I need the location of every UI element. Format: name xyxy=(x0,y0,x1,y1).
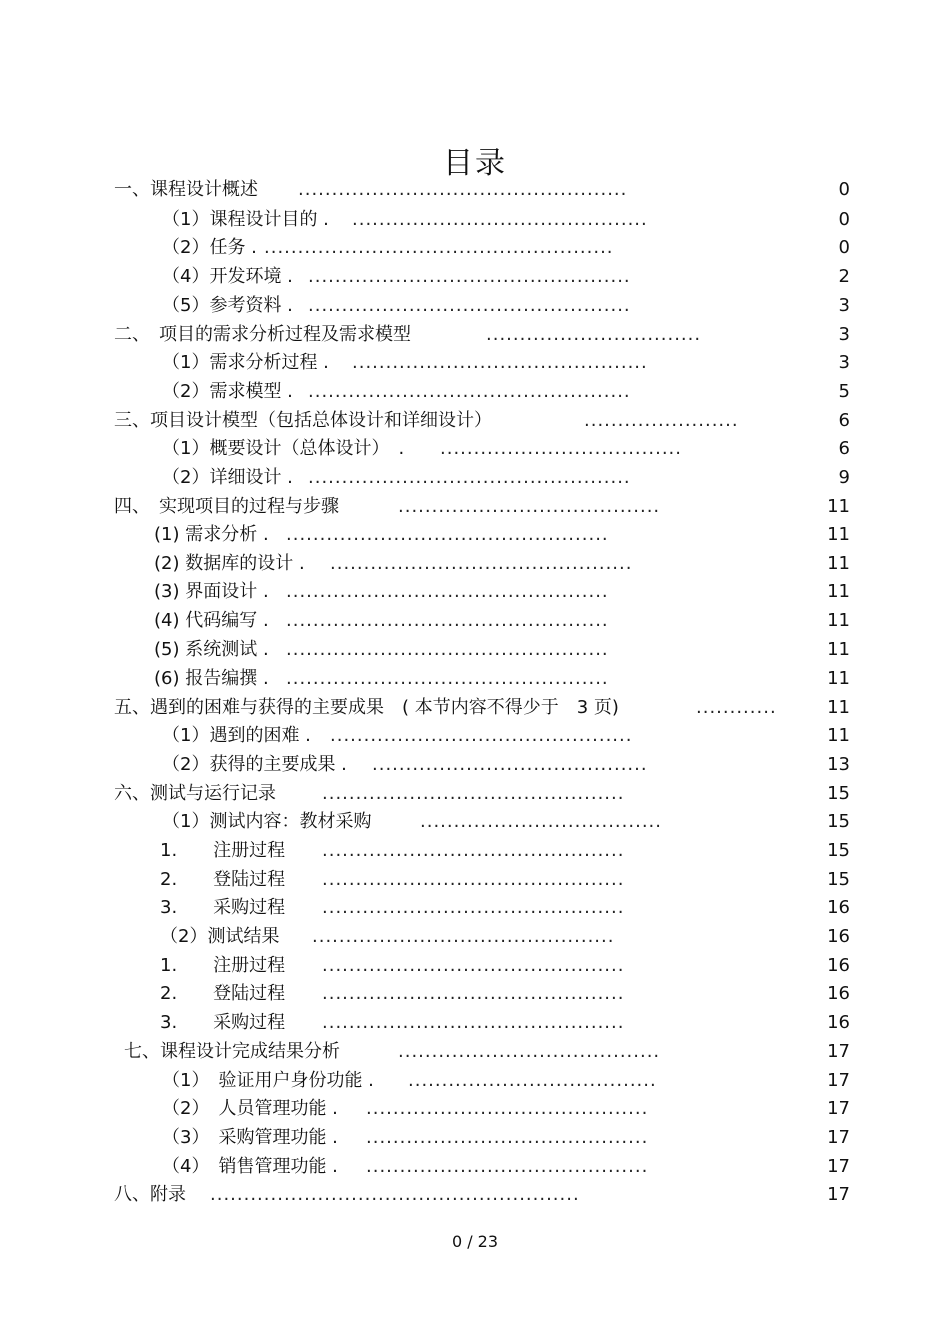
toc-entry-label: （2）需求模型 . xyxy=(162,381,293,402)
toc-dot-leader: ......................................... xyxy=(372,754,648,775)
toc-entry[interactable] xyxy=(0,894,950,922)
toc-entry-label: （2） 人员管理功能 . xyxy=(162,1098,338,1119)
toc-page-number: 2 xyxy=(838,266,850,287)
toc-entry[interactable] xyxy=(0,980,950,1008)
toc-entry[interactable] xyxy=(0,321,950,349)
toc-page-number: 11 xyxy=(827,668,850,689)
toc-page-number: 0 xyxy=(838,237,850,258)
toc-entry[interactable] xyxy=(0,1124,950,1152)
toc-dot-leader: ................................................ xyxy=(286,639,609,660)
toc-dot-leader: ............................................. xyxy=(322,897,625,918)
toc-entry-label: （3） 采购管理功能 . xyxy=(162,1127,338,1148)
toc-entry-label: 3. 采购过程 xyxy=(160,1012,286,1033)
toc-entry[interactable] xyxy=(0,607,950,635)
toc-dot-leader: ............................................. xyxy=(322,869,625,890)
toc-page-number: 11 xyxy=(827,524,850,545)
toc-entry[interactable] xyxy=(0,1038,950,1066)
toc-dot-leader: ................................................. xyxy=(298,179,628,200)
toc-dot-leader: ................................................ xyxy=(308,266,631,287)
toc-entry[interactable] xyxy=(0,349,950,377)
toc-page-number: 13 xyxy=(827,754,850,775)
toc-dot-leader: .................................................... xyxy=(264,237,614,258)
toc-dot-leader: ....................................... xyxy=(398,496,661,517)
toc-dot-leader: ................................................ xyxy=(308,381,631,402)
toc-page-number: 3 xyxy=(838,324,850,345)
toc-page-number: 17 xyxy=(827,1184,850,1205)
toc-entry[interactable] xyxy=(0,292,950,320)
toc-dot-leader: ..................................... xyxy=(408,1070,657,1091)
toc-page-number: 17 xyxy=(827,1098,850,1119)
toc-page-number: 15 xyxy=(827,811,850,832)
toc-dot-leader: ....................................................... xyxy=(210,1184,580,1205)
toc-entry[interactable] xyxy=(0,866,950,894)
toc-entry-label: (4) 代码编写 . xyxy=(154,610,269,631)
toc-entry-label: (6) 报告编撰 . xyxy=(154,668,269,689)
toc-dot-leader: ................................ xyxy=(486,324,702,345)
toc-page-number: 16 xyxy=(827,897,850,918)
toc-page-number: 17 xyxy=(827,1127,850,1148)
toc-page-number: 3 xyxy=(838,295,850,316)
toc-entry[interactable] xyxy=(0,1153,950,1181)
toc-dot-leader: ............ xyxy=(696,697,777,718)
toc-entry[interactable] xyxy=(0,923,950,951)
toc-dot-leader: .................................... xyxy=(420,811,662,832)
toc-page-number: 11 xyxy=(827,496,850,517)
toc-entry-label: (2) 数据库的设计 . xyxy=(154,553,305,574)
toc-entry-label: 3. 采购过程 xyxy=(160,897,286,918)
toc-dot-leader: ............................................. xyxy=(322,840,625,861)
toc-page-number: 16 xyxy=(827,1012,850,1033)
toc-dot-leader: ............................................. xyxy=(322,783,625,804)
toc-entry-label: （1） 验证用户身份功能 . xyxy=(162,1070,374,1091)
toc-entry-label: 六、测试与运行记录 xyxy=(114,783,276,804)
toc-page-number: 11 xyxy=(827,610,850,631)
toc-page-number: 9 xyxy=(838,467,850,488)
toc-entry[interactable] xyxy=(0,1067,950,1095)
toc-dot-leader: ............................................ xyxy=(352,209,648,230)
toc-page-number: 6 xyxy=(838,438,850,459)
toc-entry[interactable] xyxy=(0,1009,950,1037)
toc-entry[interactable] xyxy=(0,1181,950,1209)
toc-entry[interactable] xyxy=(0,751,950,779)
toc-entry[interactable] xyxy=(0,952,950,980)
toc-entry[interactable] xyxy=(0,837,950,865)
toc-entry-label: （1）需求分析过程 . xyxy=(162,352,329,373)
toc-entry-label: （1）概要设计（总体设计） . xyxy=(162,438,405,459)
toc-page-number: 11 xyxy=(827,697,850,718)
toc-entry[interactable] xyxy=(0,722,950,750)
toc-entry-label: 1. 注册过程 xyxy=(160,840,286,861)
toc-dot-leader: .......................................... xyxy=(366,1127,649,1148)
toc-dot-leader: ................................................ xyxy=(308,467,631,488)
toc-entry-label: 一、课程设计概述 xyxy=(114,179,258,200)
toc-entry-label: (5) 系统测试 . xyxy=(154,639,269,660)
toc-dot-leader: ....................... xyxy=(584,410,739,431)
toc-entry[interactable] xyxy=(0,407,950,435)
page-title: 目录 xyxy=(443,146,507,181)
toc-entry[interactable] xyxy=(0,435,950,463)
toc-page-number: 5 xyxy=(838,381,850,402)
toc-dot-leader: ................................................ xyxy=(286,524,609,545)
toc-entry[interactable] xyxy=(0,378,950,406)
toc-dot-leader: ............................................ xyxy=(352,352,648,373)
toc-entry-label: 四、 实现项目的过程与步骤 xyxy=(114,496,339,517)
toc-page-number: 15 xyxy=(827,869,850,890)
toc-dot-leader: ................................................ xyxy=(286,610,609,631)
toc-entry[interactable] xyxy=(0,1095,950,1123)
toc-page-number: 15 xyxy=(827,840,850,861)
toc-entry-label: （2）详细设计 . xyxy=(162,467,293,488)
toc-entry-label: (1) 需求分析 . xyxy=(154,524,269,545)
toc-entry[interactable] xyxy=(0,780,950,808)
toc-dot-leader: .......................................... xyxy=(366,1156,649,1177)
toc-entry-label: （1）遇到的困难 . xyxy=(162,725,311,746)
toc-dot-leader: ............................................. xyxy=(322,1012,625,1033)
toc-entry[interactable] xyxy=(0,206,950,234)
toc-page-number: 3 xyxy=(838,352,850,373)
toc-dot-leader: .................................... xyxy=(440,438,682,459)
toc-dot-leader: ............................................. xyxy=(330,553,633,574)
toc-dot-leader: .......................................... xyxy=(366,1098,649,1119)
toc-page-number: 11 xyxy=(827,581,850,602)
toc-entry-label: （1）课程设计目的 . xyxy=(162,209,329,230)
toc-dot-leader: ............................................. xyxy=(322,955,625,976)
toc-page-number: 11 xyxy=(827,725,850,746)
toc-entry-label: 三、项目设计模型（包括总体设计和详细设计） xyxy=(114,410,492,431)
toc-page-number: 15 xyxy=(827,783,850,804)
toc-entry-label: 2. 登陆过程 xyxy=(160,869,286,890)
toc-page-number: 11 xyxy=(827,639,850,660)
toc-entry-label: 八、附录 xyxy=(114,1184,186,1205)
toc-entry-label: 七、课程设计完成结果分析 xyxy=(124,1041,340,1062)
toc-entry-label: 二、 项目的需求分析过程及需求模型 xyxy=(114,324,411,345)
toc-page-number: 6 xyxy=(838,410,850,431)
toc-entry[interactable] xyxy=(0,665,950,693)
toc-page-number: 11 xyxy=(827,553,850,574)
toc-entry-label: （4）开发环境 . xyxy=(162,266,293,287)
toc-dot-leader: ............................................. xyxy=(322,983,625,1004)
toc-entry-label: (3) 界面设计 . xyxy=(154,581,269,602)
toc-entry[interactable] xyxy=(0,808,950,836)
toc-entry[interactable] xyxy=(0,550,950,578)
toc-entry-label: （5）参考资料 . xyxy=(162,295,293,316)
toc-entry[interactable] xyxy=(0,636,950,664)
toc-entry-label: （2）任务 . xyxy=(162,237,257,258)
toc-page-number: 17 xyxy=(827,1156,850,1177)
toc-entry[interactable] xyxy=(0,176,950,204)
toc-entry-label: （4） 销售管理功能 . xyxy=(162,1156,338,1177)
toc-dot-leader: ............................................. xyxy=(330,725,633,746)
toc-entry[interactable] xyxy=(0,464,950,492)
toc-dot-leader: ................................................ xyxy=(286,668,609,689)
toc-entry-label: 2. 登陆过程 xyxy=(160,983,286,1004)
toc-entry[interactable] xyxy=(0,694,950,722)
toc-page-number: 16 xyxy=(827,983,850,1004)
toc-entry-label: （2）测试结果 xyxy=(160,926,280,947)
toc-page-number: 16 xyxy=(827,955,850,976)
page-number: 0 / 23 xyxy=(451,1232,499,1251)
toc-entry[interactable] xyxy=(0,234,950,262)
toc-page-number: 16 xyxy=(827,926,850,947)
toc-entry[interactable] xyxy=(0,578,950,606)
toc-page-number: 0 xyxy=(838,179,850,200)
toc-entry-label: 1. 注册过程 xyxy=(160,955,286,976)
toc-entry[interactable] xyxy=(0,521,950,549)
toc-entry-label: 五、遇到的困难与获得的主要成果 ( 本节内容不得少于 3 页) xyxy=(114,697,619,718)
toc-dot-leader: ............................................. xyxy=(312,926,615,947)
toc-entry-label: （1）测试内容：教材采购 xyxy=(162,811,372,832)
toc-entry[interactable] xyxy=(0,263,950,291)
toc-page-number: 0 xyxy=(838,209,850,230)
toc-dot-leader: ....................................... xyxy=(398,1041,661,1062)
toc-dot-leader: ................................................ xyxy=(308,295,631,316)
toc-page-number: 17 xyxy=(827,1041,850,1062)
toc-entry[interactable] xyxy=(0,493,950,521)
toc-page-number: 17 xyxy=(827,1070,850,1091)
toc-entry-label: （2）获得的主要成果 . xyxy=(162,754,347,775)
toc-dot-leader: ................................................ xyxy=(286,581,609,602)
